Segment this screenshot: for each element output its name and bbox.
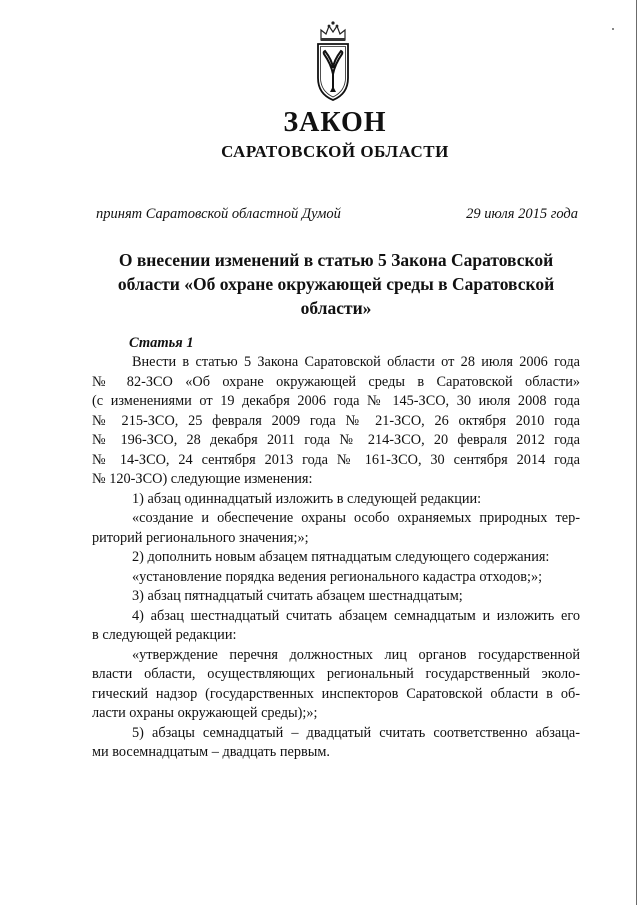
body-line: «установление порядка ведения регионального кадастра отходов;»;	[132, 568, 543, 585]
body-line: Внести в статью 5 Закона Саратовской области от 28 июля 2006 года	[132, 354, 580, 370]
document-heading-line: О внесении изменений в статью 5 Закона Саратовской	[118, 250, 554, 270]
body-line: в следующей редакции:	[92, 627, 237, 643]
body-line: № 120-ЗСО) следующие изменения:	[92, 471, 313, 487]
body-line: № 14-ЗСО, 24 сентября 2013 года № 161-ЗСО, 30 сентября 2014 года	[92, 451, 580, 468]
body-line: риторий регионального значения;»;	[92, 529, 309, 546]
adopted-by: принят Саратовской областной Думой	[96, 206, 341, 222]
document-heading-line: области»	[300, 298, 372, 318]
body-line: «утверждение перечня должностных лиц органов государственной	[132, 646, 580, 663]
body-line: «создание и обеспечение охраны особо охраняемых природных тер-	[132, 510, 580, 526]
article-label: Статья 1	[129, 335, 194, 351]
body-line: 5) абзацы семнадцатый – двадцатый считать соответственно абзаца-	[132, 724, 580, 741]
article-body	[92, 353, 580, 763]
body-line: 4) абзац шестнадцатый считать абзацем семнадцатым и изложить его	[132, 607, 580, 624]
adoption-line	[96, 204, 578, 224]
adoption-date: 29 июля 2015 года	[466, 206, 578, 222]
body-line: ми восемнадцатым – двадцать первым.	[92, 744, 330, 760]
scan-mark	[612, 28, 614, 30]
body-line: власти области, осуществляющих региональный государственный эколо-	[92, 666, 580, 682]
law-title: ЗАКОН	[283, 107, 387, 138]
coat-of-arms-icon	[311, 18, 355, 102]
document-heading	[86, 248, 586, 320]
body-line: № 215-ЗСО, 25 февраля 2009 года № 21-ЗСО, 26 октября 2010 года	[92, 412, 580, 429]
document-heading-line: области «Об охране окружающей среды в Саратовской	[117, 274, 555, 294]
body-line: 3) абзац пятнадцатый считать абзацем шестнадцатым;	[132, 588, 463, 604]
body-line: (с изменениями от 19 декабря 2006 года № 145-ЗСО, 30 июля 2008 года	[92, 393, 580, 409]
law-subtitle: САРАТОВСКОЙ ОБЛАСТИ	[221, 142, 449, 161]
body-line: ласти охраны окружающей среды);»;	[92, 705, 318, 721]
body-line: гический надзор (государственных инспекторов Саратовской области в об-	[92, 685, 580, 702]
body-line: № 82-ЗСО «Об охране окружающей среды в Саратовской области»	[92, 373, 580, 390]
body-line: 2) дополнить новым абзацем пятнадцатым следующего содержания:	[132, 549, 550, 565]
body-line: № 196-ЗСО, 28 декабря 2011 года № 214-ЗСО, 20 февраля 2012 года	[92, 432, 580, 448]
body-line: 1) абзац одиннадцатый изложить в следующей редакции:	[132, 490, 482, 507]
